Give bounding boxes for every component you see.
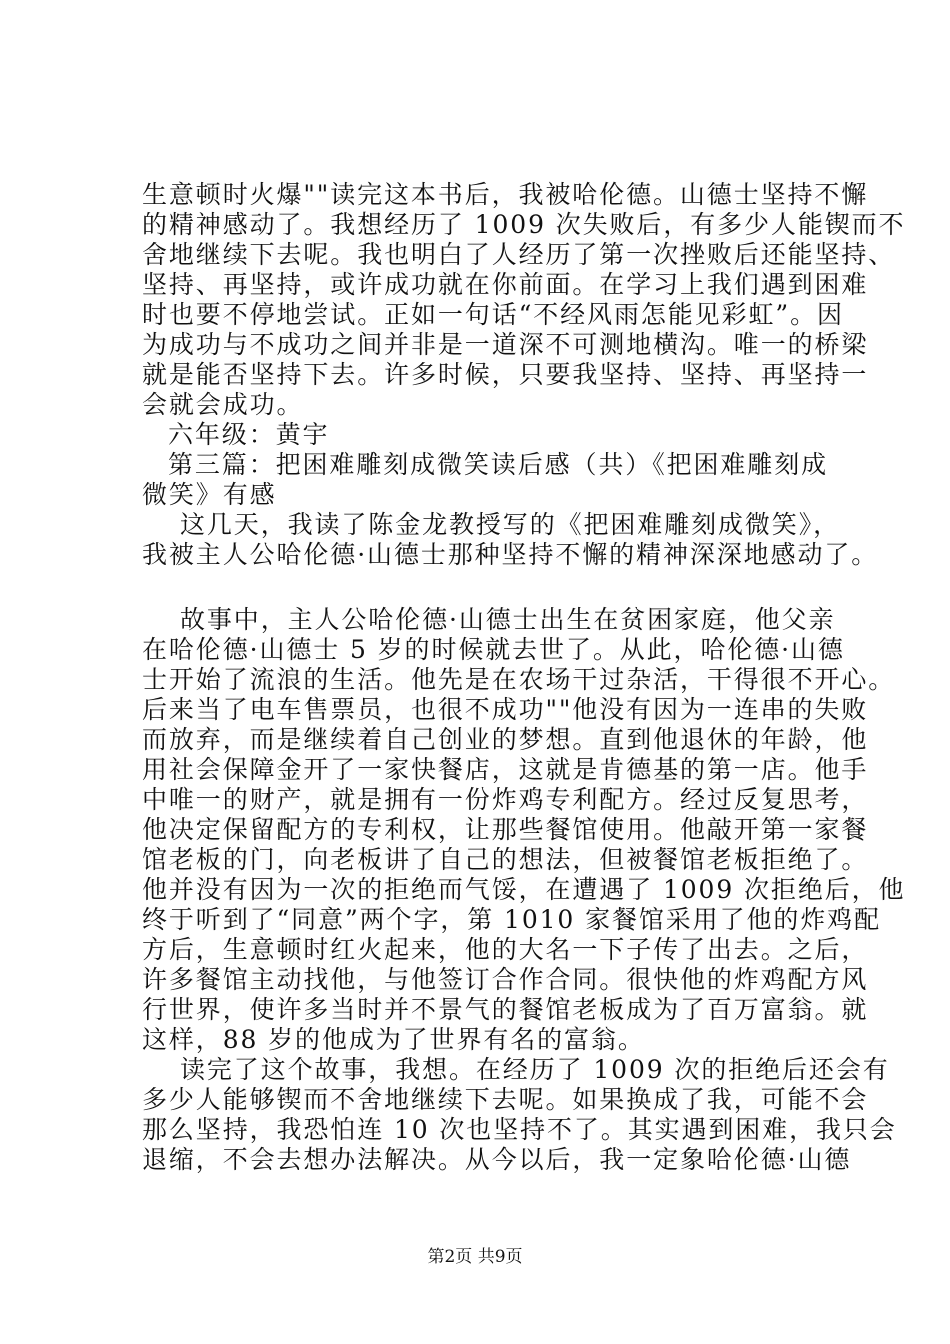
text-line: 读完了这个故事，我想。在经历了 1009 次的拒绝后还会有 — [180, 1055, 890, 1084]
text-line: 时也要不停地尝试。正如一句话“不经风雨怎能见彩虹”。因 — [142, 300, 844, 329]
text-line: 就是能否坚持下去。许多时候，只要我坚持、坚持、再坚持一 — [142, 360, 869, 389]
page-number-footer: 第2页 共9页 — [427, 1247, 523, 1267]
text-line: 后来当了电车售票员，也很不成功""他没有因为一连串的失败 — [142, 695, 869, 724]
text-line: 用社会保障金开了一家快餐店，这就是肯德基的第一店。他手 — [142, 755, 869, 784]
text-line: 许多餐馆主动找他，与他签订合作合同。很快他的炸鸡配方风 — [142, 965, 869, 994]
section-heading: 第三篇：把困难雕刻成微笑读后感（共）《把困难雕刻成 — [168, 450, 829, 479]
document-body — [142, 180, 906, 1175]
text-line: 他并没有因为一次的拒绝而气馁，在遭遇了 1009 次拒绝后，他 — [142, 875, 906, 904]
text-line: 这样，88 岁的他成为了世界有名的富翁。 — [142, 1025, 645, 1054]
text-line: 行世界，使许多当时并不景气的餐馆老板成为了百万富翁。就 — [142, 995, 869, 1024]
text-line: 会就会成功。 — [142, 390, 304, 419]
text-line: 在哈伦德·山德士 5 岁的时候就去世了。从此，哈伦德·山德 — [142, 635, 845, 664]
text-line: 为成功与不成功之间并非是一道深不可测地横沟。唯一的桥梁 — [142, 330, 869, 359]
text-line: 中唯一的财产，就是拥有一份炸鸡专利配方。经过反复思考， — [142, 785, 869, 814]
text-line: 他决定保留配方的专利权，让那些餐馆使用。他敲开第一家餐 — [142, 815, 869, 844]
text-line: 那么坚持，我恐怕连 10 次也坚持不了。其实遇到困难，我只会 — [142, 1115, 897, 1144]
author-line: 六年级：黄宇 — [168, 420, 330, 449]
text-line: 退缩，不会去想办法解决。从今以后，我一定象哈伦德·山德 — [142, 1145, 852, 1174]
text-line: 终于听到了“同意”两个字，第 1010 家餐馆采用了他的炸鸡配 — [142, 905, 881, 934]
text-line: 方后，生意顿时红火起来，他的大名一下子传了出去。之后， — [142, 935, 869, 964]
text-line: 坚持、再坚持，或许成功就在你前面。在学习上我们遇到困难 — [142, 270, 869, 299]
text-line: 馆老板的门，向老板讲了自己的想法，但被餐馆老板拒绝了。 — [142, 845, 869, 874]
text-line: 多少人能够锲而不舍地继续下去呢。如果换成了我，可能不会 — [142, 1085, 869, 1114]
section-heading-cont: 微笑》有感 — [142, 480, 277, 509]
text-line: 这几天，我读了陈金龙教授写的《把困难雕刻成微笑》， — [180, 510, 841, 539]
text-line: 士开始了流浪的生活。他先是在农场干过杂活，干得很不开心。 — [142, 665, 896, 694]
text-line: 的精神感动了。我想经历了 1009 次失败后，有多少人能锲而不 — [142, 210, 906, 239]
text-line: 而放弃，而是继续着自己创业的梦想。直到他退休的年龄，他 — [142, 725, 869, 754]
text-line: 故事中，主人公哈伦德·山德士出生在贫困家庭，他父亲 — [180, 605, 836, 634]
text-line: 我被主人公哈伦德·山德士那种坚持不懈的精神深深地感动了。 — [142, 540, 879, 569]
paragraph-gap — [142, 570, 862, 605]
text-line: 生意顿时火爆""读完这本书后，我被哈伦德。山德士坚持不懈 — [142, 180, 869, 209]
text-line: 舍地继续下去呢。我也明白了人经历了第一次挫败后还能坚持、 — [142, 240, 896, 269]
